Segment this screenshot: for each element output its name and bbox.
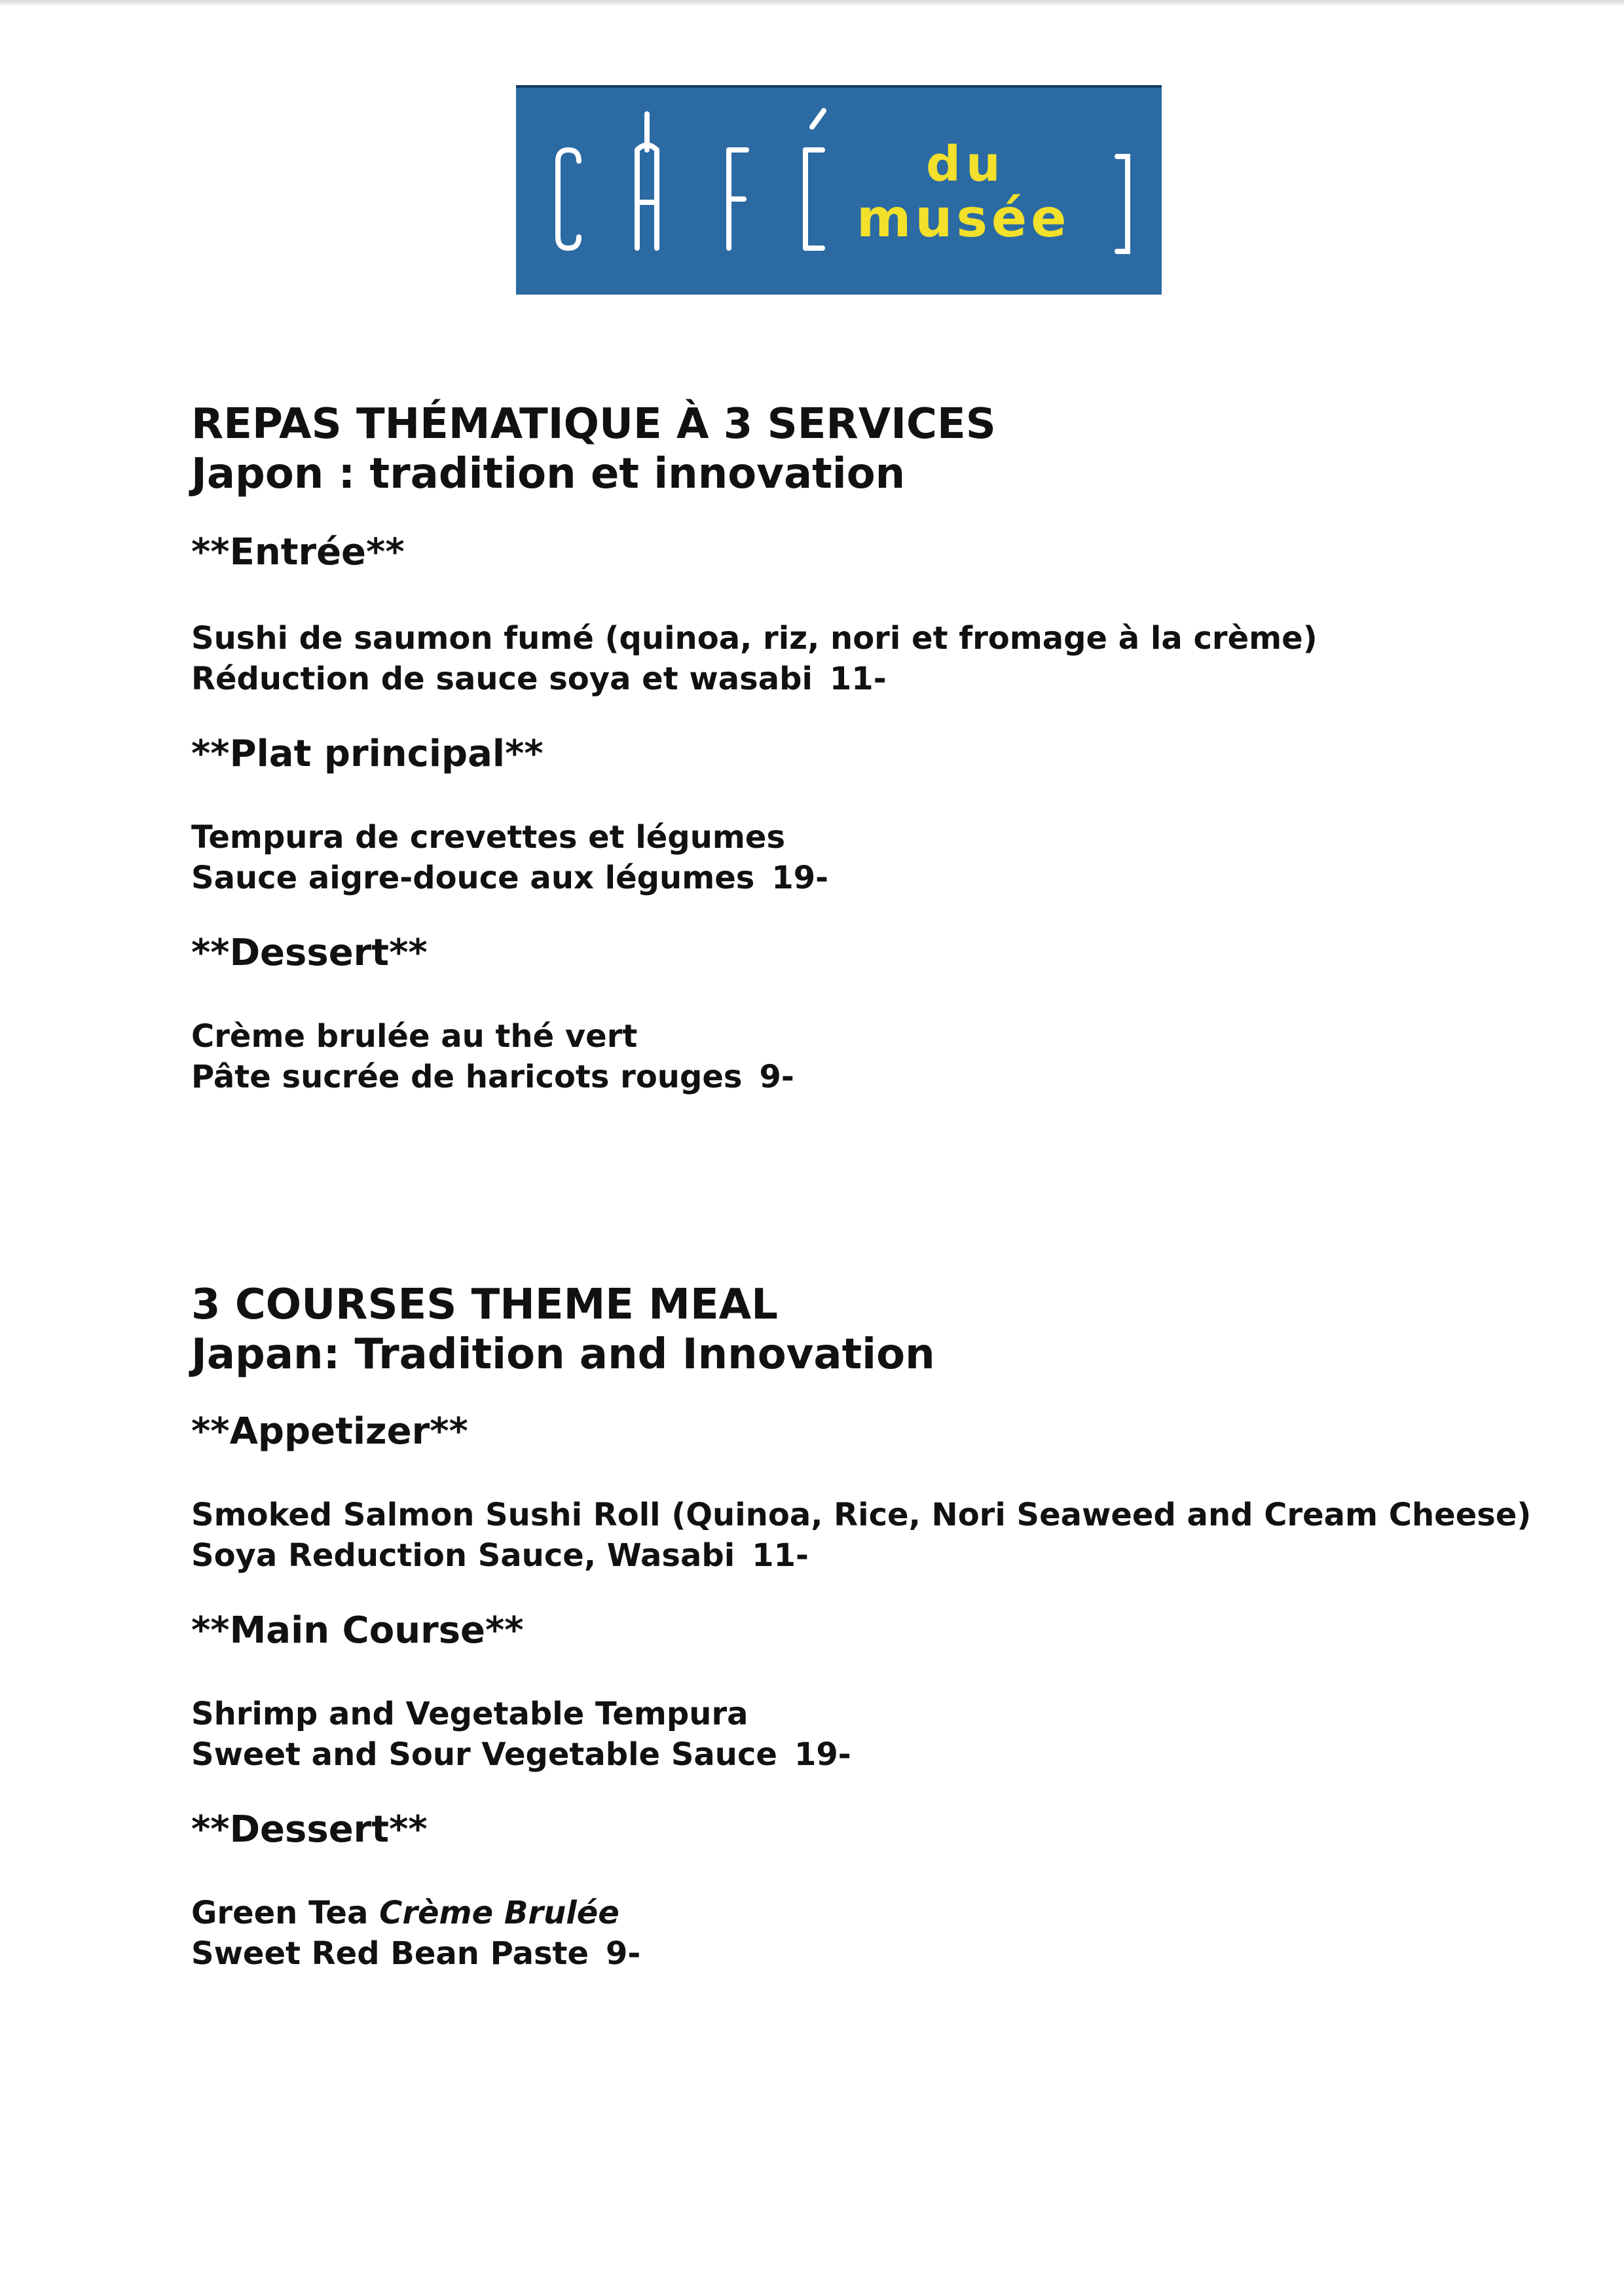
english-appetizer-price: 11- xyxy=(752,1537,809,1574)
english-menu-section xyxy=(191,1280,1532,1974)
english-dessert-line1 xyxy=(191,1893,1501,1933)
english-dessert-price: 9- xyxy=(606,1935,641,1972)
english-dessert-line2 xyxy=(191,1933,1501,1974)
english-appetizer-line2 xyxy=(191,1535,1501,1576)
english-dessert-heading: **Dessert** xyxy=(191,1808,428,1851)
cafe-du-musee-logo xyxy=(516,85,1162,295)
english-main-price: 19- xyxy=(794,1736,851,1773)
french-subtitle: Japon : tradition et innovation xyxy=(191,450,906,498)
french-dessert-desc: Pâte sucrée de haricots rouges xyxy=(191,1059,743,1095)
logo-musee-text: musée xyxy=(857,188,1071,249)
french-dessert-heading: **Dessert** xyxy=(191,932,428,974)
english-title: 3 COURSES THEME MEAL xyxy=(191,1281,778,1329)
french-title: REPAS THÉMATIQUE À 3 SERVICES xyxy=(191,400,996,448)
english-dessert-line1-prefix: Green Tea xyxy=(191,1895,369,1931)
english-main-line1: Shrimp and Vegetable Tempura xyxy=(191,1696,748,1732)
french-dessert-line1: Crème brulée au thé vert xyxy=(191,1018,638,1055)
english-dessert-desc: Sweet Red Bean Paste xyxy=(191,1935,589,1972)
french-dessert-price: 9- xyxy=(759,1059,794,1095)
french-main-line1: Tempura de crevettes et légumes xyxy=(191,819,786,856)
english-appetizer-line1: Smoked Salmon Sushi Roll (Quinoa, Rice, Nori Seaweed and Cream Cheese) xyxy=(191,1497,1532,1533)
english-subtitle: Japan: Tradition and Innovation xyxy=(191,1330,935,1379)
french-entree-desc: Réduction de sauce soya et wasabi xyxy=(191,661,813,697)
english-dessert-line1-italic: Crème Brulée xyxy=(379,1895,619,1931)
english-main-line2 xyxy=(191,1734,1501,1775)
english-appetizer-heading: **Appetizer** xyxy=(191,1410,468,1453)
logo-du-text: du xyxy=(926,136,1006,192)
french-main-price: 19- xyxy=(771,860,829,896)
french-menu-section xyxy=(191,399,1501,1097)
french-main-line2 xyxy=(191,858,1501,898)
english-main-heading: **Main Course** xyxy=(191,1609,524,1652)
french-entree-line2 xyxy=(191,659,1501,699)
french-dessert-line2 xyxy=(191,1057,1501,1097)
french-entree-price: 11- xyxy=(829,661,887,697)
english-appetizer-desc: Soya Reduction Sauce, Wasabi xyxy=(191,1537,735,1574)
french-entree-line1: Sushi de saumon fumé (quinoa, riz, nori et fromage à la crème) xyxy=(191,620,1318,657)
french-main-desc: Sauce aigre-douce aux légumes xyxy=(191,860,755,896)
english-main-desc: Sweet and Sour Vegetable Sauce xyxy=(191,1736,777,1773)
french-entree-heading: **Entrée** xyxy=(191,531,405,574)
scan-edge-shadow xyxy=(0,0,1624,7)
french-main-heading: **Plat principal** xyxy=(191,733,544,775)
